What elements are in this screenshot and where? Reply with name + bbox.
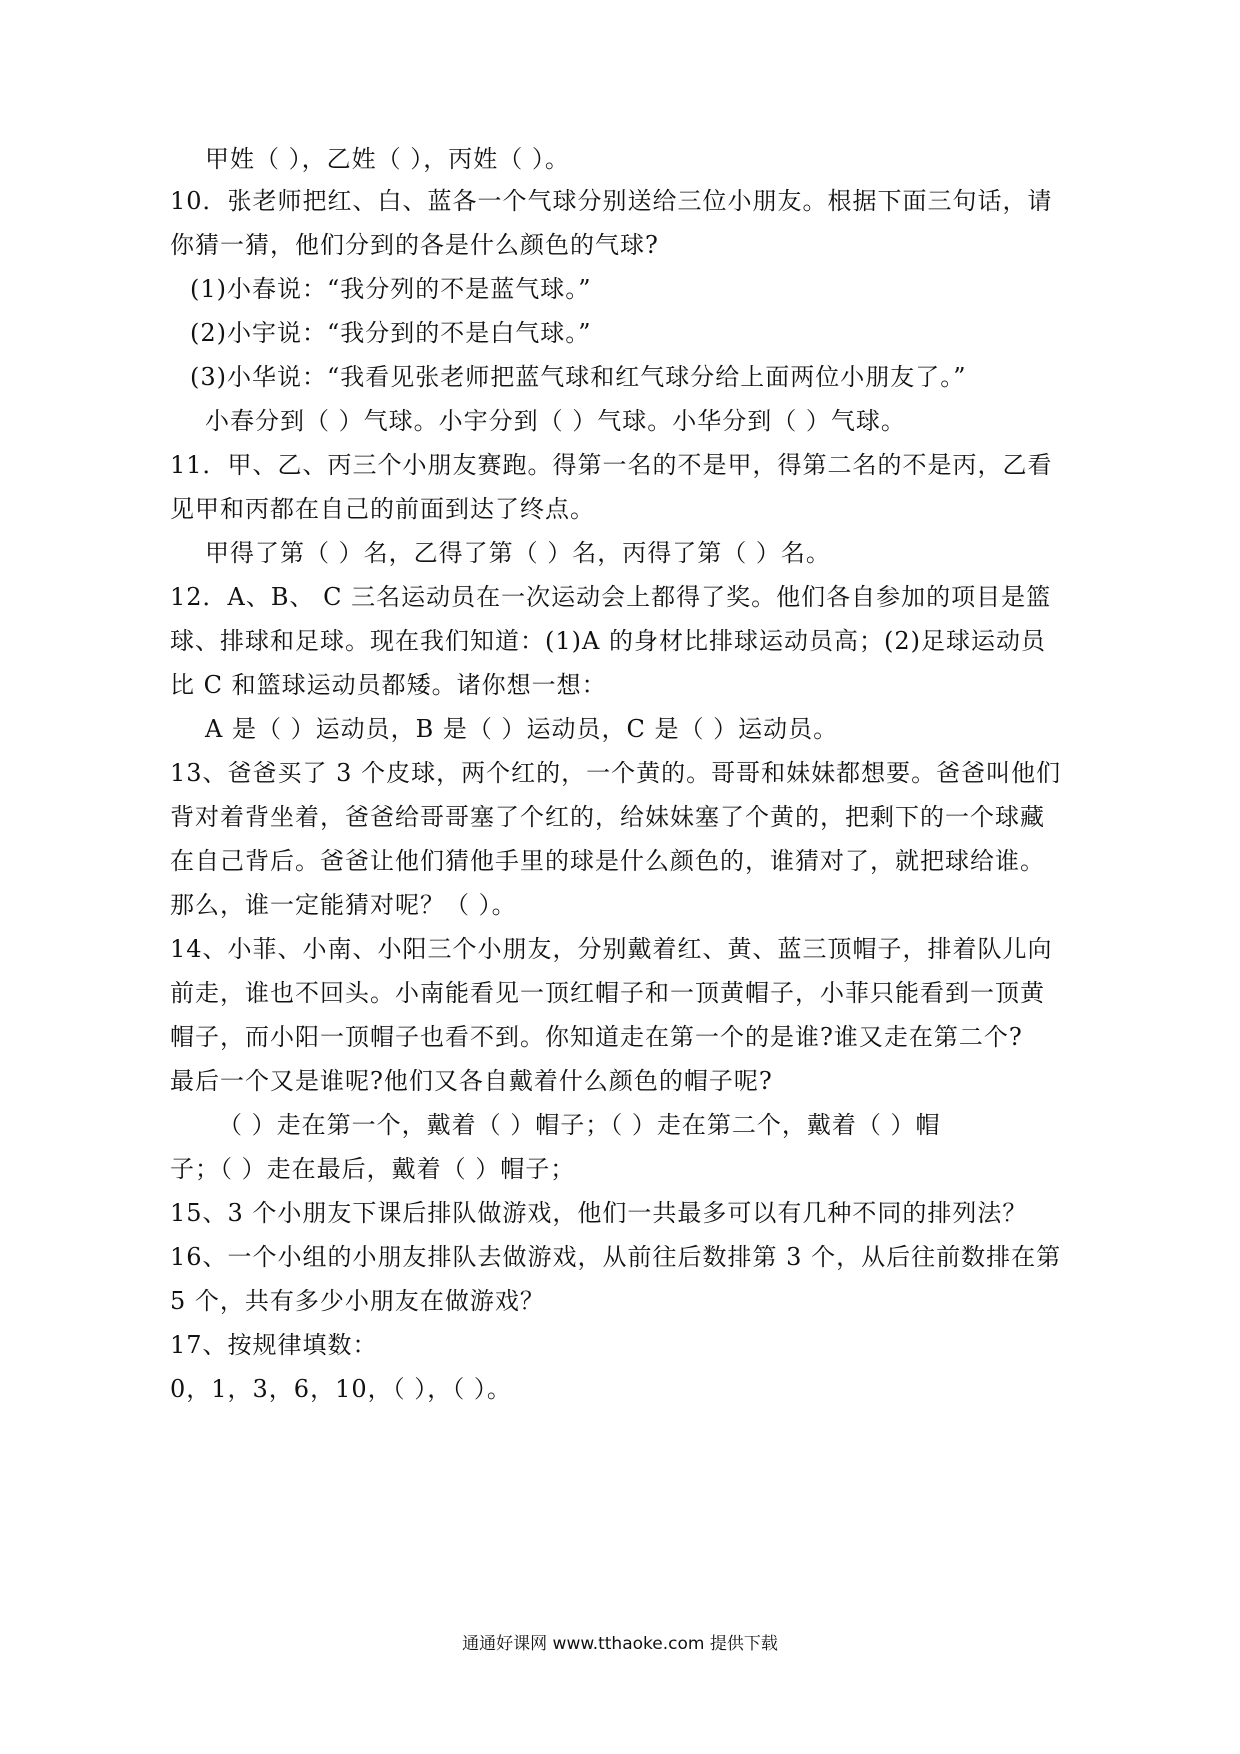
question-12-answer: A 是（ ）运动员，B 是（ ）运动员，C 是（ ）运动员。 [205, 715, 839, 743]
footer-credit: 通通好课网 www.tthaoke.com 提供下载 [462, 1634, 778, 1654]
question-11-line-1: 11．甲、乙、丙三个小朋友赛跑。得第一名的不是甲，得第二名的不是丙，乙看 [170, 451, 1053, 479]
question-11-line-2: 见甲和丙都在自己的前面到达了终点。 [170, 495, 595, 523]
question-10-line-1: 10．张老师把红、白、蓝各一个气球分别送给三位小朋友。根据下面三句话，请 [170, 187, 1053, 215]
question-14-line-3: 帽子，而小阳一顶帽子也看不到。你知道走在第一个的是谁?谁又走在第二个? [170, 1023, 1023, 1051]
question-15: 15、3 个小朋友下课后排队做游戏，他们一共最多可以有几种不同的排列法？ [170, 1199, 1028, 1227]
question-10-answer: 小春分到（ ）气球。小宇分到（ ）气球。小华分到（ ）气球。 [205, 407, 906, 435]
question-14-line-2: 前走，谁也不回头。小南能看见一顶红帽子和一顶黄帽子，小菲只能看到一顶黄 [170, 979, 1045, 1007]
question-13-line-2: 背对着背坐着，爸爸给哥哥塞了个红的，给妹妹塞了个黄的，把剩下的一个球藏 [170, 803, 1045, 831]
question-16-line-2: 5 个，共有多少小朋友在做游戏？ [170, 1287, 545, 1315]
question-10-line-2: 你猜一猜，他们分到的各是什么颜色的气球? [170, 231, 659, 259]
question-14-line-4: 最后一个又是谁呢?他们又各自戴着什么颜色的帽子呢? [170, 1067, 773, 1095]
question-12-line-1: 12．A、B、 C 三名运动员在一次运动会上都得了奖。他们各自参加的项目是篮 [170, 583, 1052, 611]
question-14-answer-2: 子；（ ）走在最后，戴着（ ）帽子； [170, 1155, 576, 1183]
question-10-clue-2: (2)小宇说：“我分到的不是白气球。” [190, 319, 592, 347]
question-10-clue-3: (3)小华说：“我看见张老师把蓝气球和红气球分给上面两位小朋友了。” [190, 363, 967, 391]
question-17-sequence: 0，1，3，6，10，（ ），（ ）。 [170, 1375, 512, 1403]
question-10-clue-1: (1)小春说：“我分列的不是蓝气球。” [190, 275, 592, 303]
question-12-line-2: 球、排球和足球。现在我们知道：(1)A 的身材比排球运动员高；(2)足球运动员 [170, 627, 1046, 655]
question-11-answer: 甲得了第（ ）名，乙得了第（ ）名，丙得了第（ ）名。 [205, 539, 831, 567]
question-13-line-3: 在自己背后。爸爸让他们猜他手里的球是什么颜色的，谁猜对了，就把球给谁。 [170, 847, 1045, 875]
question-14-line-1: 14、小菲、小南、小阳三个小朋友，分别戴着红、黄、蓝三顶帽子，排着队儿向 [170, 935, 1053, 963]
text-line: 甲姓（ ），乙姓（ ），丙姓（ ）。 [205, 145, 570, 173]
question-13-line-4: 那么，谁一定能猜对呢？（ ）。 [170, 891, 517, 919]
question-14-answer-1: （ ）走在第一个，戴着（ ）帽子；（ ）走在第二个，戴着（ ）帽 [218, 1111, 941, 1139]
question-13-line-1: 13、爸爸买了 3 个皮球，两个红的，一个黄的。哥哥和妹妹都想要。爸爸叫他们 [170, 759, 1062, 787]
question-12-line-3: 比 C 和篮球运动员都矮。诸你想一想： [170, 671, 607, 699]
question-16-line-1: 16、一个小组的小朋友排队去做游戏，从前往后数排第 3 个，从后往前数排在第 [170, 1243, 1062, 1271]
question-17-title: 17、按规律填数： [170, 1331, 378, 1359]
